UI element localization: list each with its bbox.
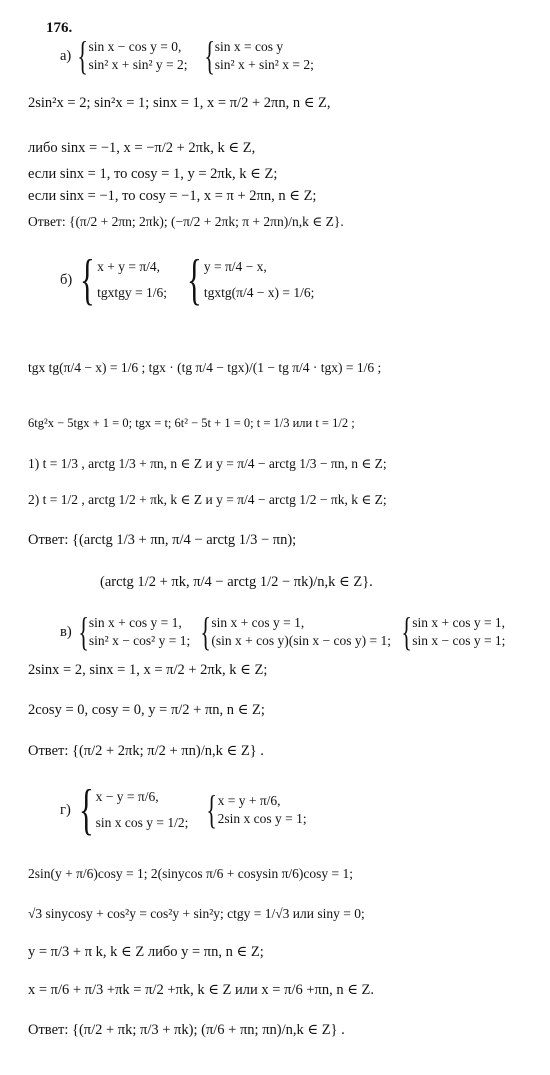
part-a-system-1: sin x − cos y = 0, sin² x + sin² y = 2; xyxy=(88,39,188,72)
part-a-line-2: либо sinx = −1, x = −π/2 + 2πk, k ∈ Z, xyxy=(28,140,256,156)
part-a-answer: Ответ: {(π/2 + 2πn; 2πk); (−π/2 + 2πk; π + 2πn)/n,k ∈ Z}. xyxy=(28,214,344,229)
part-c-line-1: 2sinx = 2, sinx = 1, x = π/2 + 2πk, k ∈ Z; xyxy=(28,662,268,678)
part-c-system-2: sin x + cos y = 1, (sin x + cos y)(sin x − cos y) = 1; xyxy=(211,615,391,648)
part-d-systems: г) { x − y = π/6, sin x cos y = 1/2; { x = y + π/6, 2sin x cos y = 1; xyxy=(60,779,307,841)
problem-number: 176. xyxy=(46,20,73,36)
part-d-label: г) xyxy=(60,801,71,818)
part-a-systems: а) { sin x − cos y = 0, sin² x + sin² y = 2; { sin x = cos y sin² x + sin² x = 2; xyxy=(60,33,314,78)
part-c-line-2: 2cosy = 0, cosy = 0, y = π/2 + πn, n ∈ Z; xyxy=(28,702,265,718)
part-b-system-2: y = π/4 − x, tgxtg(π/4 − x) = 1/6; xyxy=(203,259,315,300)
part-d-line-4: x = π/6 + π/3 +πk = π/2 +πk, k ∈ Z или x = π/6 +πn, n ∈ Z. xyxy=(28,982,375,998)
part-c-systems: в) { sin x + cos y = 1, sin² x − cos² y = 1; { sin x + cos y = 1, (sin x + cos y)(sin x − cos y) = 1; { sin x + cos y = 1, sin x − cos y = 1; xyxy=(60,609,506,654)
part-b-system-1: x + y = π/4, tgxtgy = 1/6; xyxy=(97,259,167,300)
part-b-line-4: 2) t = 1/2 , arctg 1/2 + πk, k ∈ Z и y = π/4 − arctg 1/2 − πk, k ∈ Z; xyxy=(28,492,387,507)
part-b-systems: б) { x + y = π/4, tgxtgy = 1/6; { y = π/4 − x, tgxtg(π/4 − x) = 1/6; xyxy=(60,249,315,311)
part-d-line-1: 2sin(y + π/6)cosy = 1; 2(sinycos π/6 + cosysin π/6)cosy = 1; xyxy=(28,866,354,881)
part-b-label: б) xyxy=(60,271,73,288)
part-b-line-1: tgx tg(π/4 − x) = 1/6 ; tgx · (tg π/4 − tgx)/(1 − tg π/4 · tgx) = 1/6 ; xyxy=(28,360,382,375)
part-d-line-2: √3 sinycosy + cos²y = cos²y + sin²y; ctgy = 1/√3 или siny = 0; xyxy=(28,906,365,921)
part-a-system-2: sin x = cos y sin² x + sin² x = 2; xyxy=(214,39,314,72)
part-a-line-4: если sinx = −1, то cosy = −1, x = π + 2πn, n ∈ Z; xyxy=(28,188,317,204)
part-c-answer: Ответ: {(π/2 + 2πk; π/2 + πn)/n,k ∈ Z} . xyxy=(28,743,264,759)
part-b-line-3: 1) t = 1/3 , arctg 1/3 + πn, n ∈ Z и y = π/4 − arctg 1/3 − πn, n ∈ Z; xyxy=(28,456,387,471)
part-d-system-1: x − y = π/6, sin x cos y = 1/2; xyxy=(95,789,189,830)
part-a-line-1: 2sin²x = 2; sin²x = 1; sinx = 1, x = π/2 + 2πn, n ∈ Z, xyxy=(28,95,331,111)
part-d-system-2: x = y + π/6, 2sin x cos y = 1; xyxy=(217,793,307,826)
part-c-label: в) xyxy=(60,623,72,640)
part-a-line-3: если sinx = 1, то cosy = 1, y = 2πk, k ∈ Z; xyxy=(28,166,278,182)
part-c-system-3: sin x + cos y = 1, sin x − cos y = 1; xyxy=(412,615,506,648)
part-b-answer-2: (arctg 1/2 + πk, π/4 − arctg 1/2 − πk)/n,k ∈ Z}. xyxy=(100,574,373,590)
part-c-system-1: sin x + cos y = 1, sin² x − cos² y = 1; xyxy=(88,615,191,648)
part-b-line-2: 6tg²x − 5tgx + 1 = 0; tgx = t; 6t² − 5t + 1 = 0; t = 1/3 или t = 1/2 ; xyxy=(28,416,355,430)
part-d-line-3: y = π/3 + π k, k ∈ Z либо y = πn, n ∈ Z; xyxy=(28,944,264,960)
part-d-answer: Ответ: {(π/2 + πk; π/3 + πk); (π/6 + πn; πn)/n,k ∈ Z} . xyxy=(28,1022,345,1038)
part-a-label: а) xyxy=(60,47,72,64)
part-b-answer-1: Ответ: {(arctg 1/3 + πn, π/4 − arctg 1/3 − πn); xyxy=(28,532,297,548)
